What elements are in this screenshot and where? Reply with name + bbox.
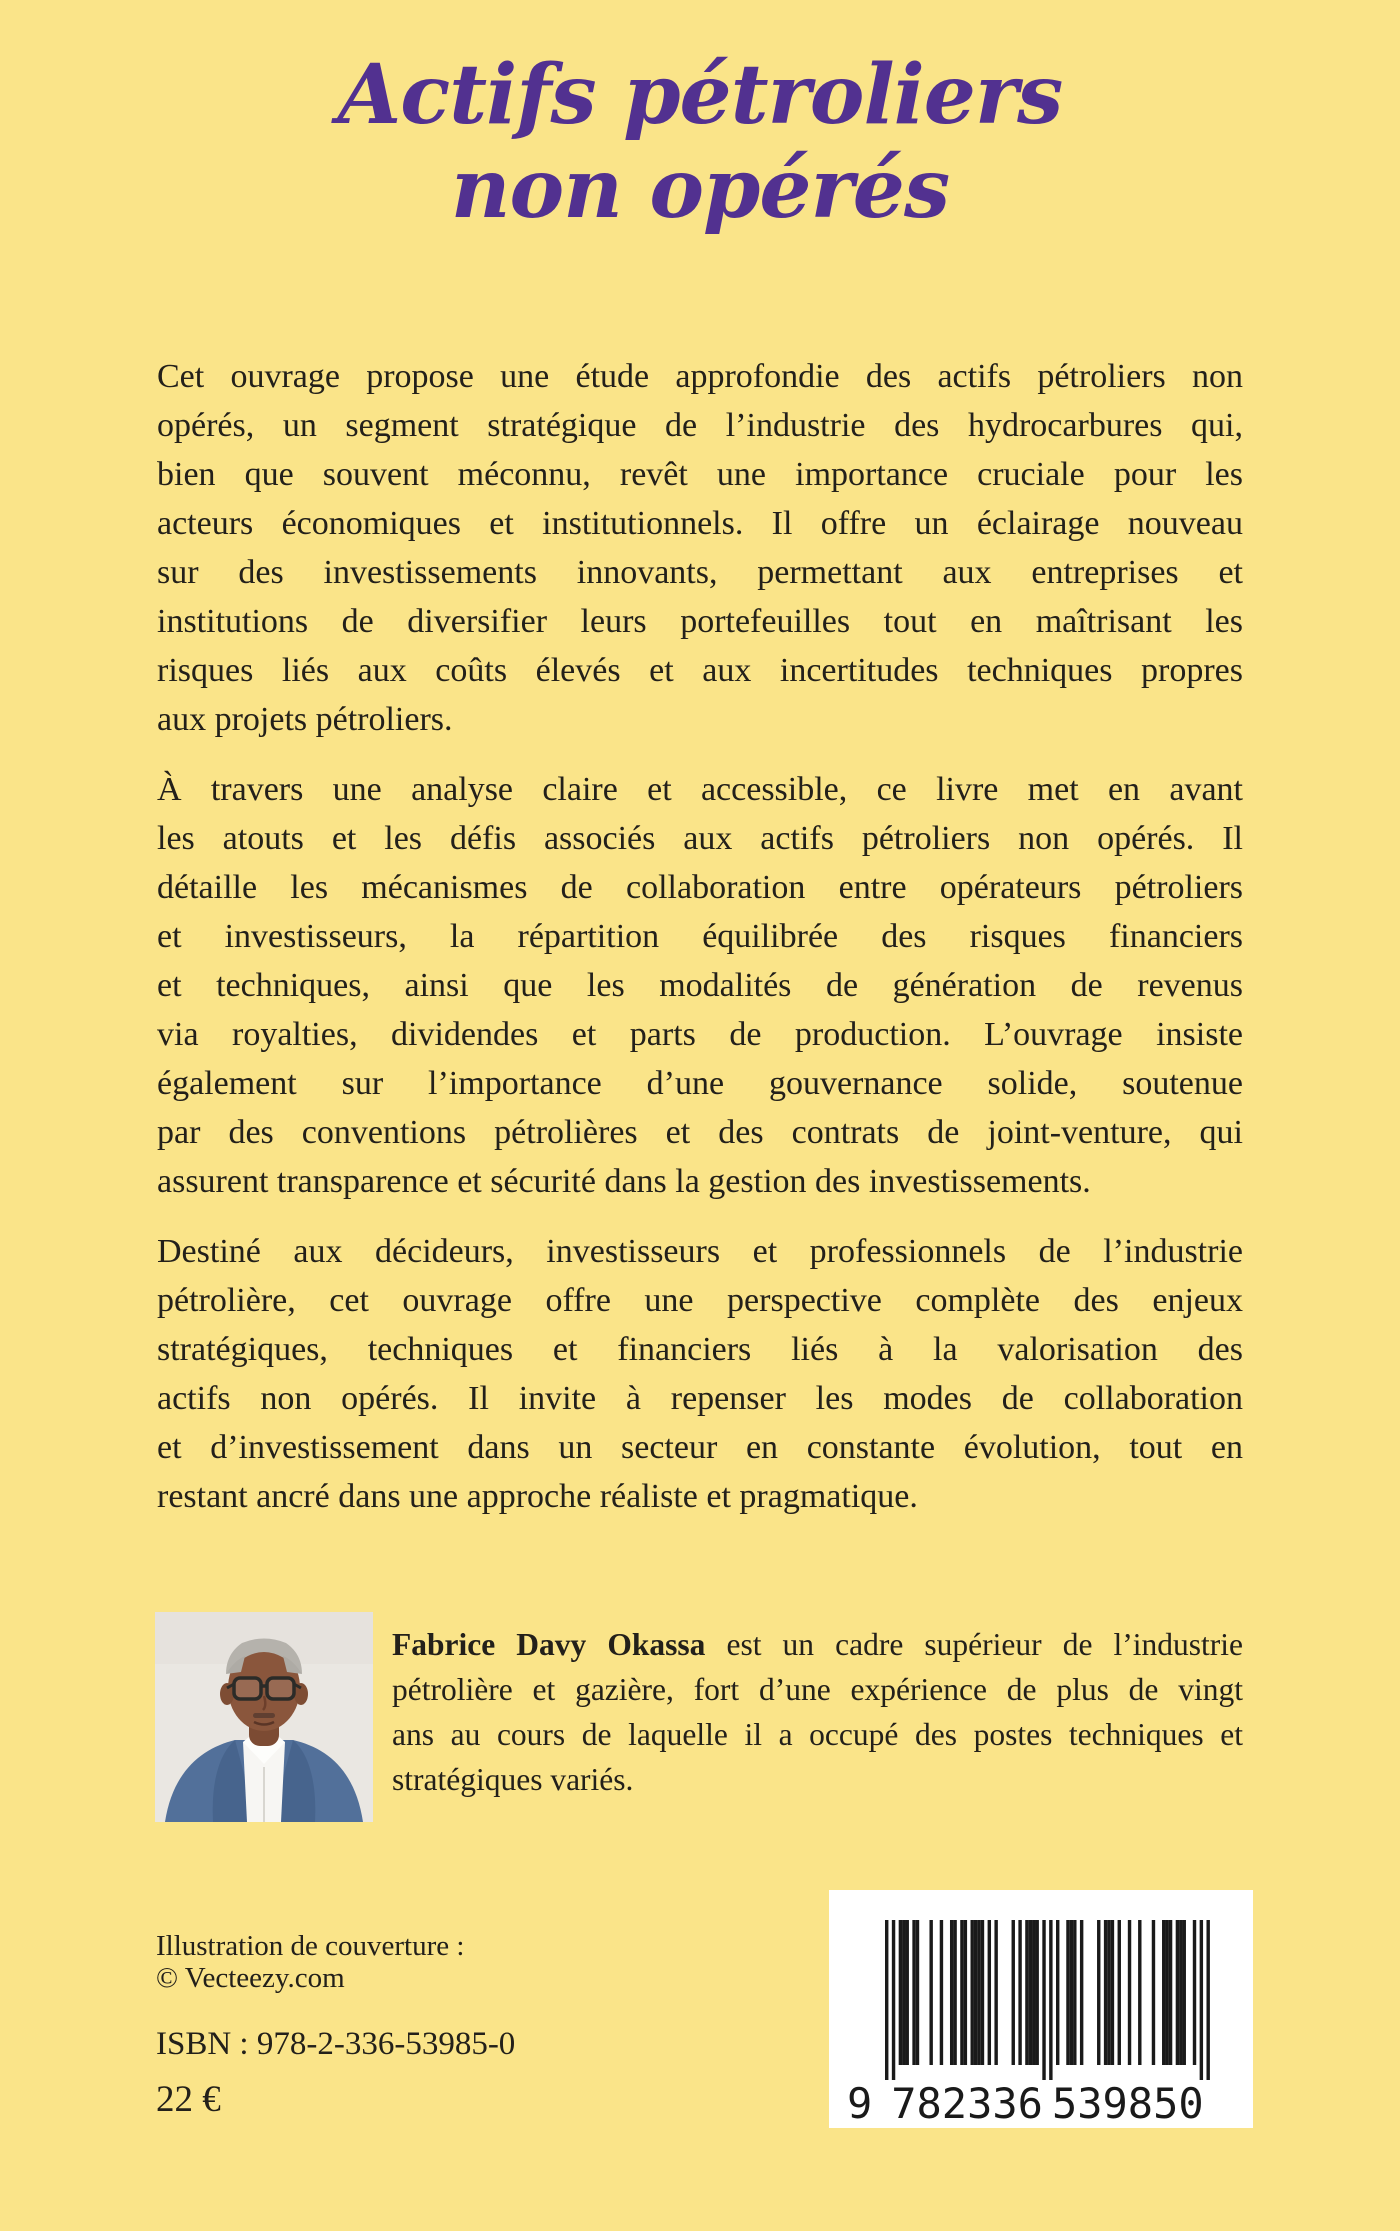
- body-line: risques liés aux coûts élevés et aux incertitudes techniques propres: [157, 652, 1243, 689]
- body-line: et investisseurs, la répartition équilibrée des risques financiers: [157, 918, 1243, 955]
- body-line: actifs non opérés. Il invite à repenser les modes de collaboration: [157, 1380, 1243, 1417]
- body-paragraph-2: [157, 765, 1243, 1206]
- book-title: [0, 48, 1400, 236]
- author-bio-line: pétrolière et gazière, fort d’une expérience de plus de vingt: [392, 1672, 1243, 1707]
- svg-text:782336: 782336: [891, 2079, 1043, 2128]
- illustration-credit-line-2: © Vecteezy.com: [156, 1962, 345, 1994]
- body-line: aux projets pétroliers.: [157, 701, 453, 738]
- illustration-credit-line-1: Illustration de couverture :: [156, 1930, 465, 1962]
- body-line: À travers une analyse claire et accessible, ce livre met en avant: [157, 771, 1243, 808]
- barcode: [829, 1890, 1253, 2128]
- author-bio-line: Fabrice Davy Okassa est un cadre supérieur de l’industrie: [392, 1627, 1243, 1662]
- svg-text:9: 9: [847, 2079, 873, 2128]
- body-paragraph-1: [157, 352, 1243, 744]
- body-line: sur des investissements innovants, permettant aux entreprises et: [157, 554, 1243, 591]
- author-bio-line: stratégiques variés.: [392, 1762, 634, 1797]
- body-line: restant ancré dans une approche réaliste et pragmatique.: [157, 1478, 918, 1515]
- glasses-icon: [234, 1678, 261, 1699]
- body-line: pétrolière, cet ouvrage offre une perspective complète des enjeux: [157, 1282, 1243, 1319]
- book-title-line-1: Actifs pétroliers: [337, 47, 1063, 143]
- svg-text:539850: 539850: [1051, 2079, 1204, 2128]
- book-title-line-2: non opérés: [450, 141, 950, 237]
- author-photo: [155, 1612, 373, 1822]
- ean13-barcode-graphic: [829, 1890, 1253, 2128]
- body-line: acteurs économiques et institutionnels. Il offre un éclairage nouveau: [157, 505, 1243, 542]
- price-text: 22 €: [156, 2079, 221, 2120]
- author-name: Fabrice Davy Okassa: [392, 1627, 706, 1662]
- body-line: et techniques, ainsi que les modalités de génération de revenus: [157, 967, 1243, 1004]
- body-line: Destiné aux décideurs, investisseurs et professionnels de l’industrie: [157, 1233, 1243, 1270]
- body-paragraph-3: [157, 1227, 1243, 1521]
- body-line: bien que souvent méconnu, revêt une importance cruciale pour les: [157, 456, 1243, 493]
- author-bio: [392, 1622, 1243, 1802]
- body-line: également sur l’importance d’une gouvernance solide, soutenue: [157, 1065, 1243, 1102]
- body-line: via royalties, dividendes et parts de production. L’ouvrage insiste: [157, 1016, 1243, 1053]
- author-portrait-illustration: [155, 1612, 373, 1822]
- synopsis-text: [157, 352, 1243, 1542]
- body-line: stratégiques, techniques et financiers liés à la valorisation des: [157, 1331, 1243, 1368]
- body-line: institutions de diversifier leurs portefeuilles tout en maîtrisant les: [157, 603, 1243, 640]
- body-line: les atouts et les défis associés aux actifs pétroliers non opérés. Il: [157, 820, 1243, 857]
- body-line: par des conventions pétrolières et des contrats de joint-venture, qui: [157, 1114, 1243, 1151]
- author-bio-line: ans au cours de laquelle il a occupé des postes techniques et: [392, 1717, 1243, 1752]
- body-line: et d’investissement dans un secteur en constante évolution, tout en: [157, 1429, 1243, 1466]
- body-line: assurent transparence et sécurité dans la gestion des investissements.: [157, 1163, 1091, 1200]
- illustration-credit: [156, 1930, 464, 1994]
- isbn-text: ISBN : 978-2-336-53985-0: [156, 2026, 516, 2062]
- body-line: détaille les mécanismes de collaboration entre opérateurs pétroliers: [157, 869, 1243, 906]
- body-line: opérés, un segment stratégique de l’industrie des hydrocarbures qui,: [157, 407, 1243, 444]
- body-line: Cet ouvrage propose une étude approfondie des actifs pétroliers non: [157, 358, 1243, 395]
